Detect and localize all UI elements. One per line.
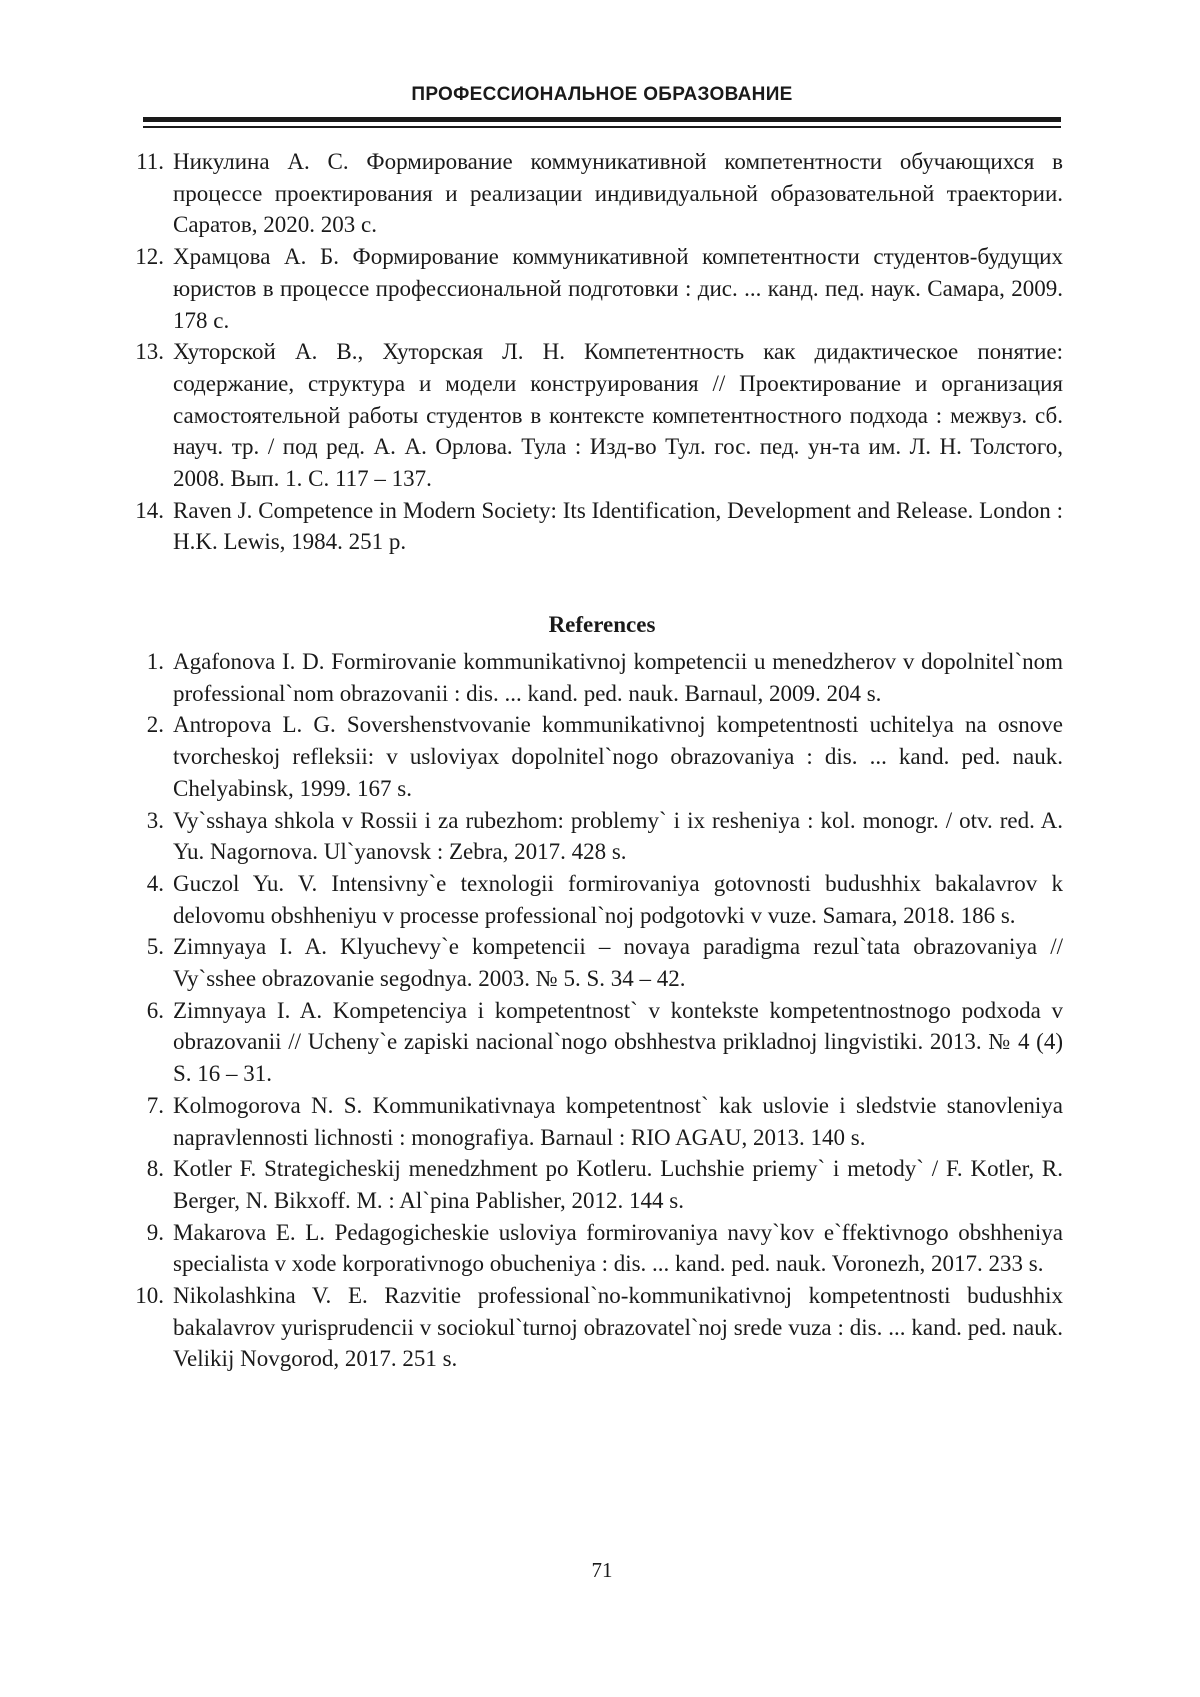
bibliography-russian [118,146,1063,558]
reference-entry [118,1090,1063,1153]
entry-text: Vy`sshaya shkola v Rossii i za rubezhom: problemy` i ix resheniya : kol. monogr. / otv. red. A. Yu. Nagornova. Ul`yanovsk : Zebra, 2017. 428 s. [173,808,1063,865]
entry-text: Zimnyaya I. A. Klyuchevy`e kompetencii – novaya paradigma rezul`tata obrazovaniya // Vy`sshee obrazovanie segodnya. 2003. № 5. S. 34 – 42. [173,934,1063,991]
entry-number: 6. [118,995,164,1027]
entry-number: 12. [118,241,164,273]
reference-entry [118,931,1063,994]
entry-text: Makarova E. L. Pedagogicheskie usloviya formirovaniya navy`kov e`ffektivnogo obshheniya specialista v xode korporativnogo obucheniya : dis. ... kand. ped. nauk. Voronezh, 2017. 233 s. [173,1220,1063,1277]
entry-number: 7. [118,1090,164,1122]
header-rule-thin [143,126,1061,128]
bibliography-entry [118,146,1063,241]
entry-text: Antropova L. G. Sovershenstvovanie kommunikativnoj kompetentnosti uchitelya na osnove tvorcheskoj refleksii: v usloviyax dopolnitel`nogo obrazovaniya : dis. ... kand. ped. nauk. Chelyabinsk, 1999. 167 s. [173,712,1063,800]
entry-number: 3. [118,805,164,837]
entry-text: Хуторской А. В., Хуторская Л. Н. Компетентность как дидактическое понятие: содержание, структура и модели конструирования // Проектирование и организация самостоятельной работы студентов в контексте компетентностного подхода : межвуз. сб. науч. тр. / под ред. А. А. Орлова. Тула : Изд-во Тул. гос. пед. ун-та им. Л. Н. Толстого, 2008. Вып. 1. С. 117 – 137. [173,339,1063,491]
entry-text: Guczol Yu. V. Intensivny`e texnologii formirovaniya gotovnosti budushhix bakalavrov k delovomu obshheniyu v processe professional`noj podgotovki v vuze. Samara, 2018. 186 s. [173,871,1063,928]
entry-text: Agafonova I. D. Formirovanie kommunikativnoj kompetencii u menedzherov v dopolnitel`nom professional`nom obrazovanii : dis. ... kand. ped. nauk. Barnaul, 2009. 204 s. [173,649,1063,706]
entry-text: Nikolashkina V. E. Razvitie professional`no-kommunikativnoj kompetentnosti budushhix bakalavrov yurisprudencii v sociokul`turnoj obrazovatel`noj srede vuza : dis. ... kand. ped. nauk. Velikij Novgorod, 2017. 251 s. [173,1283,1063,1371]
entry-number: 4. [118,868,164,900]
running-header: ПРОФЕССИОНАЛЬНОЕ ОБРАЗОВАНИЕ [143,84,1061,106]
entry-text: Zimnyaya I. A. Kompetenciya i kompetentnost` v kontekste kompetentnostnogo podxoda v obrazovanii // Ucheny`e zapiski nacional`nogo obshhestva prikladnoj lingvistiki. 2013. № 4 (4) S. 16 – 31. [173,998,1063,1086]
entry-text: Храмцова А. Б. Формирование коммуникативной компетентности студентов-будущих юристов в процессе профессиональной подготовки : дис. ... канд. пед. наук. Самара, 2009. 178 с. [173,244,1063,332]
entry-text: Kolmogorova N. S. Kommunikativnaya kompetentnost` kak uslovie i sledstvie stanovleniya napravlennosti lichnosti : monografiya. Barnaul : RIO AGAU, 2013. 140 s. [173,1093,1063,1150]
entry-number: 11. [118,146,164,178]
reference-entry [118,646,1063,709]
reference-entry [118,868,1063,931]
reference-entry [118,1153,1063,1216]
document-page [0,0,1200,1697]
page-number: 71 [143,1558,1061,1583]
entry-text: Raven J. Competence in Modern Society: Its Identification, Development and Release. London : H.K. Lewis, 1984. 251 p. [173,498,1063,555]
entry-number: 8. [118,1153,164,1185]
reference-entry [118,709,1063,804]
entry-number: 9. [118,1217,164,1249]
entry-number: 14. [118,495,164,527]
entry-text: Kotler F. Strategicheskij menedzhment po Kotleru. Luchshie priemy` i metody` / F. Kotler, R. Berger, N. Bikxoff. M. : Al`pina Pablisher, 2012. 144 s. [173,1156,1063,1213]
bibliography-entry [118,336,1063,495]
references-list [118,646,1063,1375]
entry-number: 10. [118,1280,164,1312]
entry-number: 2. [118,709,164,741]
entry-text: Никулина А. С. Формирование коммуникативной компетентности обучающихся в процессе проектирования и реализации индивидуальной образовательной траектории. Саратов, 2020. 203 с. [173,149,1063,237]
reference-entry [118,1280,1063,1375]
reference-entry [118,1217,1063,1280]
entry-number: 13. [118,336,164,368]
reference-entry [118,995,1063,1090]
entry-number: 1. [118,646,164,678]
header-rule-thick [143,117,1061,122]
bibliography-entry [118,495,1063,558]
entry-number: 5. [118,931,164,963]
bibliography-entry [118,241,1063,336]
reference-entry [118,805,1063,868]
references-heading: References [143,612,1061,638]
